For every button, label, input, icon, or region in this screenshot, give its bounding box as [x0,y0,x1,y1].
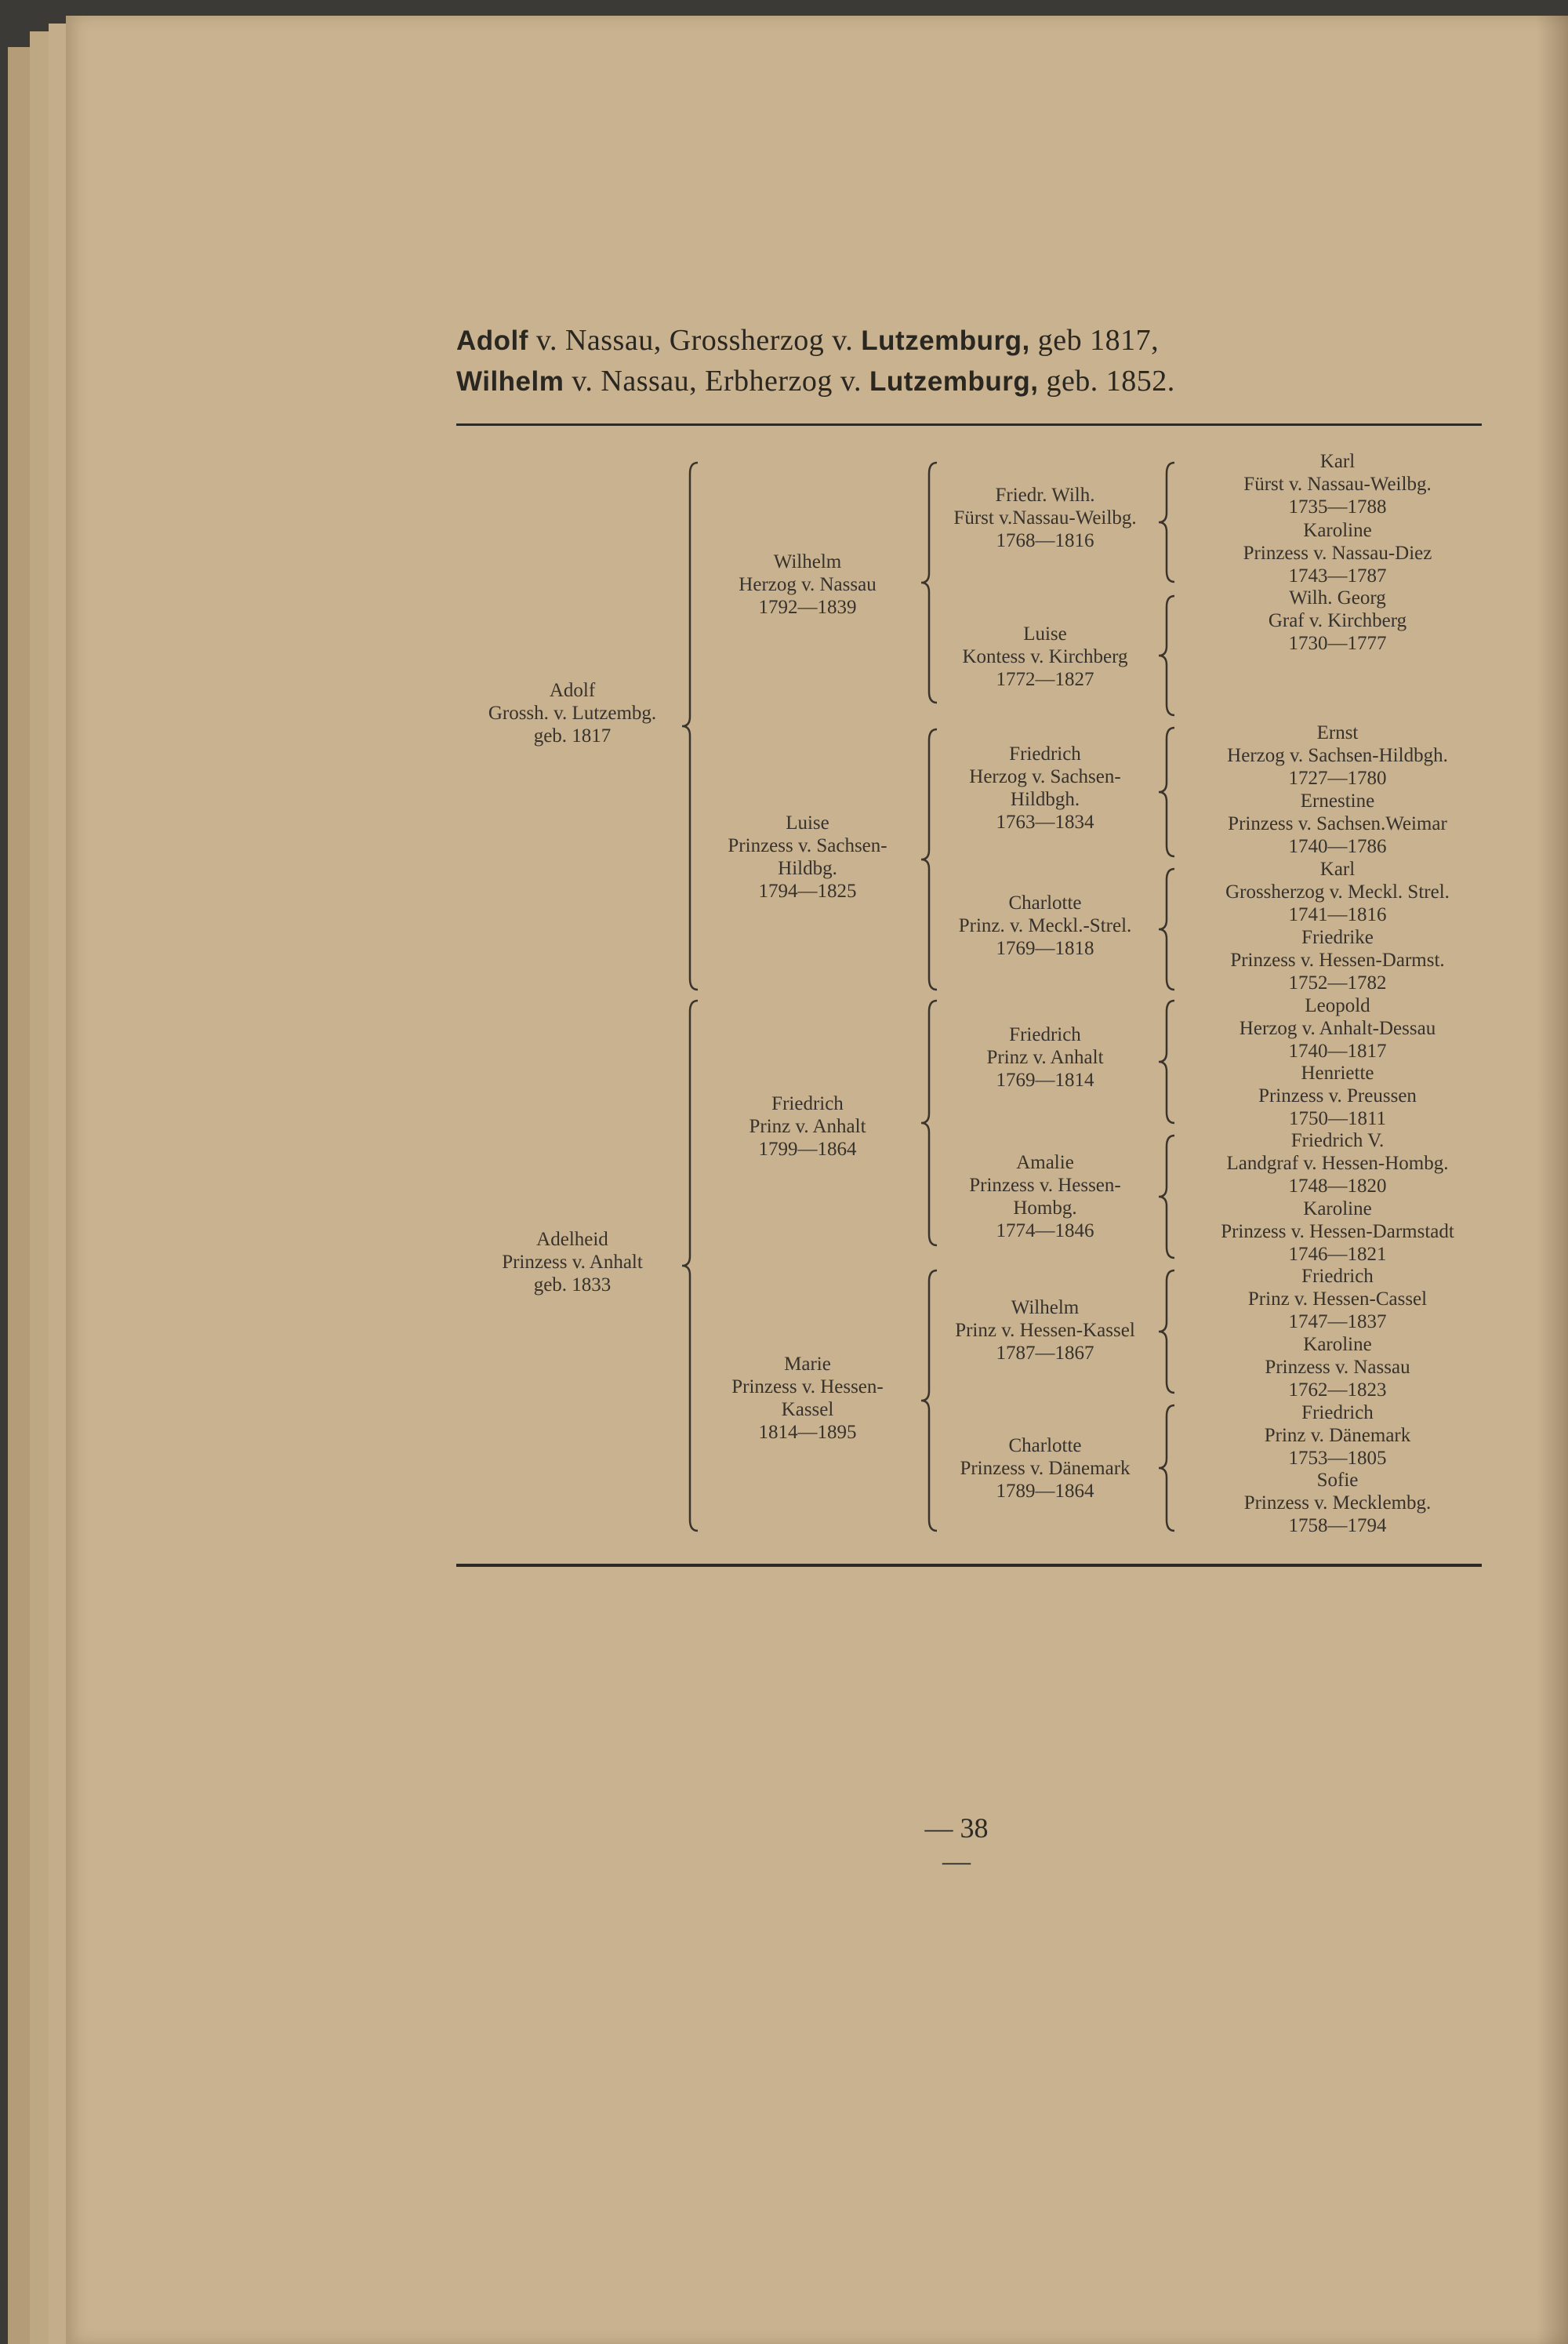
title-text-1: v. Nassau, Grossherzog v. [528,324,862,357]
person-name: Luise [786,812,829,834]
person-name: Karoline [1303,1198,1372,1219]
person-title: Herzog v. Sachsen- [969,766,1121,787]
title-place-2: Lutzemburg, [869,366,1039,397]
person-title: Herzog v. Nassau [739,574,877,595]
person-title: Prinz v. Hessen-Kassel [955,1320,1135,1341]
person-name: Amalie [1016,1152,1074,1173]
brace-gen3-parents-3 [1159,728,1174,856]
person-name: Friedrich V. [1290,1130,1385,1151]
person-title: Herzog v. Sachsen-Hildbgh. [1227,745,1448,766]
person-dates: 1735—1788 [1288,496,1387,518]
person-name: Karoline [1303,1334,1372,1355]
person-title: Prinzess v. Preussen [1258,1085,1417,1107]
person-title2: Kassel [781,1399,834,1420]
person-dates: 1799—1864 [758,1139,857,1160]
person-name: Friedrich [771,1093,844,1114]
person-dates: 1768—1816 [996,530,1094,551]
person-dates: 1747—1837 [1288,1311,1387,1332]
person-dates: 1769—1814 [996,1070,1094,1091]
person-title: Kontess v. Kirchberg [962,646,1128,667]
person-title: Prinzess v. Dänemark [960,1458,1131,1479]
person-dates: 1746—1821 [1288,1244,1387,1265]
brace-gen3-parents-1 [1159,463,1174,582]
person-dates: 1762—1823 [1288,1379,1387,1401]
person-name: Adelheid [536,1229,608,1250]
brace-adelheid-parents [682,1001,698,1531]
person-title: Prinzess v. Nassau [1265,1357,1410,1378]
person-title2: Hombg. [1013,1197,1077,1219]
person-dates: 1814—1895 [758,1422,857,1443]
person-name: Friedrich [1301,1266,1374,1287]
title-tail-2: geb. 1852. [1038,365,1175,398]
person-title: Prinzess v. Hessen- [731,1376,884,1397]
person-title: Prinzess v. Hessen-Darmstadt [1221,1221,1454,1242]
brace-gen3-parents-7 [1159,1270,1174,1393]
brace-gen3-parents-8 [1159,1405,1174,1531]
person-dates: geb. 1833 [533,1274,612,1296]
title-text-2: v. Nassau, Erbherzog v. [564,365,869,398]
brace-gen3-parents-4 [1159,869,1174,990]
person-name: Charlotte [1008,1435,1082,1456]
person-title: Fürst v. Nassau-Weilbg. [1243,474,1432,495]
person-dates: 1794—1825 [758,881,857,902]
person-title: Prinzess v. Hessen- [969,1175,1121,1196]
person-name: Friedr. Wilh. [995,485,1095,506]
person-name: Wilhelm [773,551,842,572]
person-title: Landgraf v. Hessen-Hombg. [1226,1153,1449,1174]
person-name: Friedrich [1009,1024,1081,1045]
title-tail-1: geb 1817, [1029,324,1160,357]
brace-friedrich-parents [921,1001,937,1245]
person-dates: 1769—1818 [996,938,1094,959]
title-name-wilhelm: Wilhelm [456,366,564,397]
person-dates: 1753—1805 [1288,1448,1387,1469]
brace-gen3-parents-6 [1159,1136,1174,1258]
person-dates: 1740—1817 [1288,1041,1387,1062]
page-number: — 38 — [924,1812,989,1877]
brace-luise-parents [921,729,937,990]
person-name: Henriette [1301,1063,1374,1084]
person-dates: 1741—1816 [1288,904,1387,925]
person-name: Wilhelm [1011,1297,1080,1318]
person-name: Charlotte [1008,892,1082,914]
person-name: Karl [1319,859,1356,880]
person-title: Grossh. v. Lutzembg. [488,703,657,724]
brace-wilhelm-parents [921,463,937,703]
person-title: Prinz v. Anhalt [986,1047,1104,1068]
person-title: Graf v. Kirchberg [1268,610,1407,631]
person-dates: 1772—1827 [996,669,1094,690]
person-title: Prinz v. Hessen-Cassel [1247,1288,1428,1310]
person-dates: 1740—1786 [1288,836,1387,857]
person-title: Prinzess v. Hessen-Darmst. [1230,950,1445,971]
person-title: Prinzess v. Mecklembg. [1243,1492,1432,1514]
person-name: Friedrich [1301,1402,1374,1423]
person-name: Friedrich [1009,743,1081,765]
person-title: Grossherzog v. Meckl. Strel. [1225,881,1450,903]
person-title: Herzog v. Anhalt-Dessau [1239,1018,1436,1039]
title-place-1: Lutzemburg, [861,325,1030,356]
brace-gen3-parents-2 [1159,596,1174,715]
person-title: Prinz. v. Meckl.-Strel. [958,915,1132,936]
person-dates: 1789—1864 [996,1481,1094,1502]
person-name: Wilh. Georg [1289,587,1386,609]
person-name: Friedrike [1301,927,1374,948]
person-name: Marie [784,1354,831,1375]
person-dates: 1730—1777 [1288,633,1387,654]
brace-marie-parents [921,1270,937,1531]
person-name: Karoline [1303,520,1372,541]
title-name-adolf: Adolf [456,325,528,356]
person-dates: 1743—1787 [1288,565,1387,587]
person-name: Ernestine [1300,790,1375,812]
person-title: Prinz v. Anhalt [749,1116,866,1137]
person-title2: Hildbg. [778,858,837,879]
person-dates: geb. 1817 [533,725,612,747]
person-name: Adolf [549,680,596,701]
person-dates: 1748—1820 [1288,1176,1387,1197]
person-dates: 1763—1834 [996,812,1094,833]
person-title: Fürst v.Nassau-Weilbg. [953,507,1137,529]
person-name: Ernst [1316,722,1359,743]
person-title2: Hildbgh. [1010,789,1080,810]
person-name: Luise [1023,623,1067,645]
person-dates: 1727—1780 [1288,768,1387,789]
person-name: Karl [1319,451,1356,472]
person-title: Prinzess v. Sachsen- [728,835,887,856]
person-title: Prinzess v. Anhalt [502,1252,643,1273]
person-title: Prinz v. Dänemark [1264,1425,1411,1446]
person-name: Sofie [1316,1470,1359,1491]
person-title: Prinzess v. Sachsen.Weimar [1228,813,1447,834]
person-dates: 1758—1794 [1288,1515,1387,1536]
person-title: Prinzess v. Nassau-Diez [1243,543,1432,564]
person-dates: 1750—1811 [1288,1108,1387,1129]
brace-adolf-parents [682,463,698,990]
person-dates: 1774—1846 [996,1220,1094,1241]
brace-gen3-parents-5 [1159,1001,1174,1123]
person-dates: 1752—1782 [1288,972,1387,994]
person-dates: 1787—1867 [996,1343,1094,1364]
person-name: Leopold [1305,995,1370,1016]
person-dates: 1792—1839 [758,597,857,618]
